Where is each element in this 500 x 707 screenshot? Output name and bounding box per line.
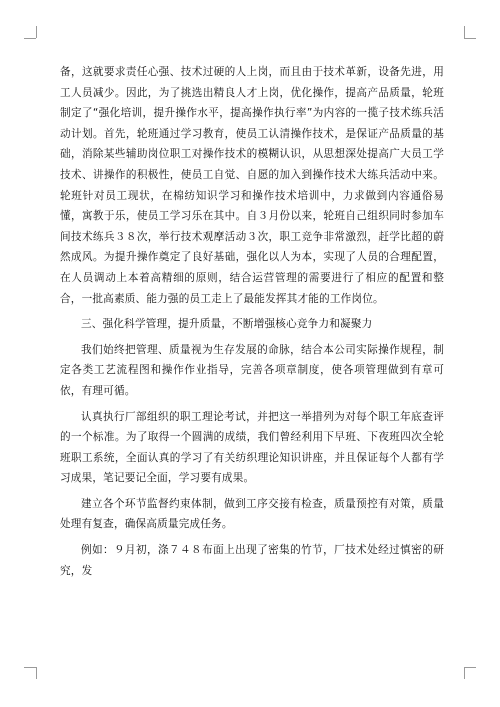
crop-mark-top-left-h [24,38,36,39]
crop-mark-bottom-right-v [464,667,465,679]
crop-mark-bottom-left-h [24,667,36,668]
crop-mark-top-right-h [464,38,476,39]
document-body [60,62,444,581]
paragraph-continuation: 备，这就要求责任心强、技术过硬的人上岗，而且由于技术革新，设备先进，用工人员减少。因此，为了挑选出精良人才上岗，优化操作，提高产品质量，轮班制定了“强化培训，提升操作水平，提高操作执行率”为内容的一揽子技术练兵活动计划。首先，轮班通过学习教育，使员工认清操作技术，是保证产品质量的基础，消除某些辅助岗位职工对操作技术的模糊认识，从思想深处提高广大员工学技术、讲操作的积极性，使员工自觉、自愿的加入到操作技术大练兵活动中来。轮班针对员工现状，在棉纺知识学习和操作技术培训中，力求做到内容通俗易懂，寓教于乐，使员工学习乐在其中。自３月份以来，轮班自己组织同时参加车间技术练兵３８次，举行技术观摩活动３次，职工竞争非常激烈，赶学比超的蔚然成风。为提升操作奠定了良好基础，强化以人为本，实现了人员的合理配置，在人员调动上本着高精细的原则，结合运营管理的需要进行了相应的配置和整合，一批高素质、能力强的员工走上了最能发挥其才能的工作岗位。 [60,66,444,305]
crop-mark-bottom-right-h [464,667,476,668]
crop-mark-top-right-v [464,26,465,38]
paragraph: 我们始终把管理、质量视为生存发展的命脉，结合本公司实际操作规程，制定各类工艺流程图和操作作业指导，完善各项章制度，使各项管理做到有章可依，有理可循。 [60,343,444,397]
paragraph: 例如：９月初，涤７４８布面上出现了密集的竹节，厂技术处经过慎密的研究，发 [60,544,444,577]
crop-mark-top-left-v [36,26,37,38]
paragraph: 认真执行厂部组织的职工理论考试，并把这一举措列为对每个职工年底查评的一个标准。为了取得一个圆满的成绩，我们曾经利用下早班、下夜班四次全轮班职工系统，全面认真的学习了有关纺织理论知识讲座，并且保证每个人都有学习成果，笔记要记全面，学习要有成果。 [60,410,444,485]
crop-mark-bottom-left-v [36,667,37,679]
section-heading: 三、强化科学管理，提升质量，不断增强核心竞争力和凝聚力 [81,318,373,331]
paragraph: 建立各个环节监督约束体制，做到工序交接有检查，质量预控有对策，质量处理有复查，确保高质量完成任务。 [60,497,444,531]
